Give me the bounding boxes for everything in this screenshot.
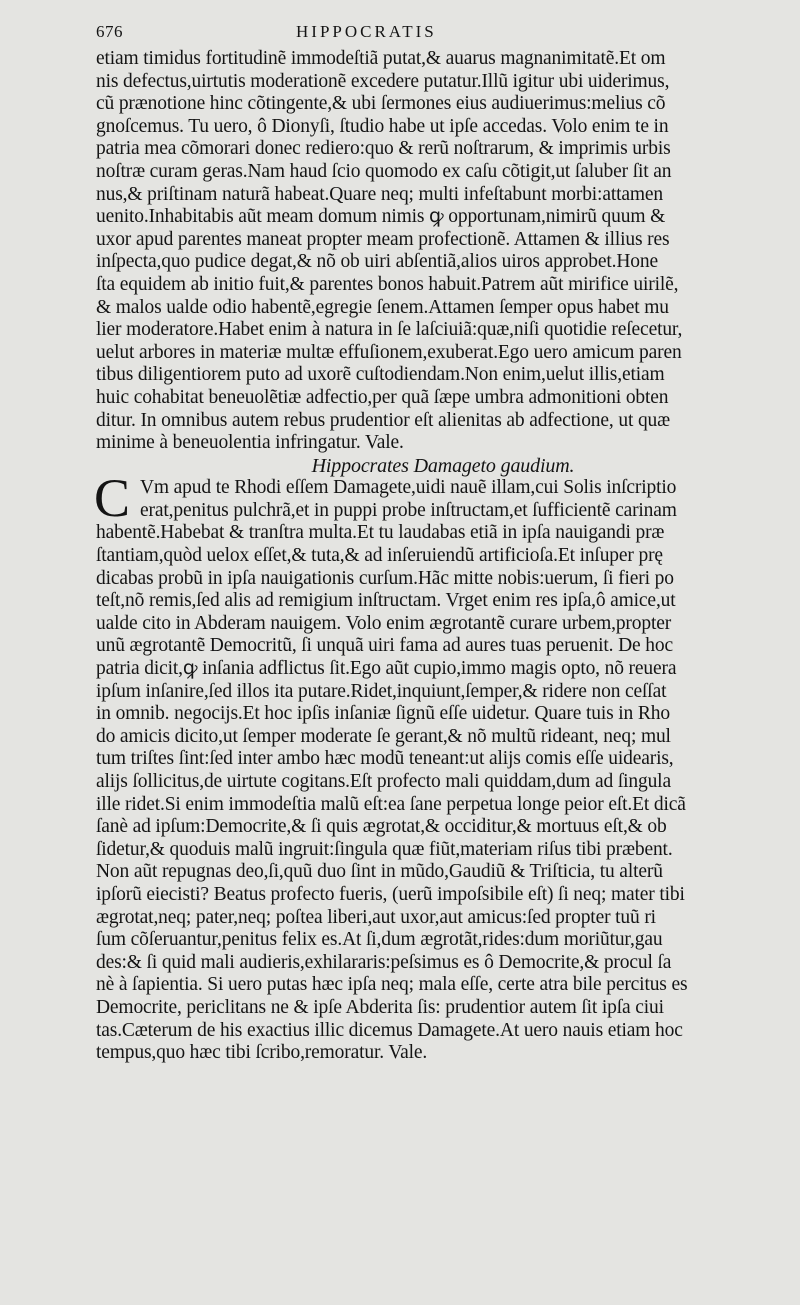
letter-damagetus [96,522,760,1064]
text-line: lier moderatore.Habet enim à natura in ſe laſciuiã:quæ,niſi quotidie reſecetur, [96,319,683,341]
text-line: ille ridet.Si enim immodeſtia malũ eſt:ea ſane perpetua longe peior eſt.Et dicã [96,793,686,815]
text-line: Non aũt repugnas deo,ſi,quũ duo ſint in mũdo,Gaudiũ & Triſticia, tu alterũ [96,861,663,883]
text-line: Vm apud te Rhodi eſſem Damagete,uidi nauẽ illam,cui Solis inſcriptio [140,477,677,499]
text-line: teſt,nõ remis,ſed alis ad remigium inſtructam. Vrget enim res ipſa,ô amice,ut [96,590,676,612]
text-line: ipſorũ eiecisti? Beatus profecto fueris, (uerũ impoſsibile eſt) ſi neq; mater tibi [96,883,685,905]
text-line: in omnib. negocijs.Et hoc ipſis inſaniæ ſignũ eſſe uidetur. Quare tuis in Rho [96,703,670,725]
text-line: etiam timidus fortitudinẽ immodeſtiã putat,& auarus magnanimitatẽ.Et om [96,48,666,69]
text-line: ipſum inſanire,ſed illos ita putare.Ridet,inquiunt,ſemper,& ridere non ceſſat [96,680,667,702]
text-line: patria dicit,ꝙ inſania adflictus ſit.Ego aũt cupio,immo magis opto, nõ reuera [96,658,677,680]
text-line: habentẽ.Habebat & tranſtra multa.Et tu laudabas etiã in ipſa nauigandi præ [96,522,665,544]
drop-cap-initial: C [94,468,131,529]
text-line: ſum cõſeruantur,penitus felix es.At ſi,dum ægrotãt,rides:dum moriũtur,gau [96,929,663,951]
text-line: ualde cito in Abderam nauigem. Volo enim ægrotantẽ curare urbem,propter [96,612,672,634]
text-line: ſta equidem ab initio fuit,& parentes bonos habuit.Patrem aũt mirifice uirilẽ, [96,273,679,295]
page-number: 676 [96,22,123,41]
text-line: erat,penitus pulchrã,et in puppi probe inſtructam,et ſufficientẽ carinam [140,499,677,521]
text-line: tum triſtes ſint:ſed inter ambo hæc modũ teneant:ut alijs comis eſſe uidearis, [96,748,674,770]
text-line: nus,& priſtinam naturã habeat.Quare neq; multi infeſtabunt morbi:attamen [96,183,663,205]
text-line: cũ prænotione hinc cõtingente,& ubi ſermones eius audiuerimus:melius cõ [96,93,666,115]
text-line: ſanè ad ipſum:Democrite,& ſi quis ægrotat,& occiditur,& mortuus eſt,& ob [96,816,667,838]
running-head: HIPPOCRATIS [296,22,437,41]
letter-opening-lines [94,468,760,529]
text-line: nis defectus,uirtutis moderationẽ excedere putatur.Illũ igitur ubi uiderimus, [96,70,670,92]
text-line: tibus diligentiorem puto ad uxorẽ cuſtodiendam.Non enim,uelut illis,etiam [96,364,665,386]
text-line: do amicis dicito,ut ſemper moderate ſe gerant,& nõ multũ rideant, neq; mul [96,725,671,747]
text-line: uelut arbores in materiæ multæ effuſionem,exuberat.Ego uero amicum paren [96,341,682,363]
letter-dionysius [96,48,760,455]
text-line: minime à beneuolentia infringatur. Vale. [96,432,404,454]
text-line: nè à ſapientia. Si uero putas hæc ipſa neq; mala eſſe, certe atra bile percitus es [96,974,688,996]
text-line: uenito.Inhabitabis aũt meam domum nimis ꝙ opportunam,nimirũ quum & [96,206,666,228]
page-header [96,22,760,50]
text-line: des:& ſi quid mali audieris,exhilararis:peſsimus es ô Democrite,& procul ſa [96,951,672,973]
letter-opening [94,468,760,529]
text-line: gnoſcemus. Tu uero, ô Dionyſi, ſtudio habe ut ipſe accedas. Volo enim te in [96,115,669,137]
text-line: ſidetur,& quoduis malũ ingruit:ſingula quæ fiũt,materiam riſus tibi præbent. [96,838,673,860]
text-line: noſtræ curam geras.Nam haud ſcio quomodo ex caſu cõtigit,ut ſaluber ſit an [96,160,672,182]
text-line: inſpecta,quo pudice degat,& nõ ob uiri abſentiã,alios uiros approbet.Hone [96,251,658,273]
text-line: alijs ſollicitus,de uirtute cogitans.Eſt profecto mali quiddam,dum ad ſingula [96,771,671,792]
text-line: dicabas probũ in ipſa nauigationis curſum.Hãc mitte nobis:uerum, ſi fieri po [96,567,674,589]
letter-heading: Hippocrates Damageto gaudium. [311,454,575,477]
text-line: uxor apud parentes maneat propter meam profectionẽ. Attamen & illius res [96,228,670,250]
text-line: patria mea cõmorari donec rediero:quo & rerũ noſtrarum, & imprimis urbis [96,138,671,160]
text-line: huic cohabitat beneuolẽtiæ adfectio,per quã ſæpe umbra admonitioni obten [96,386,669,408]
text-line: & malos ualde odio habentẽ,egregie ſenem.Attamen ſemper opus habet mu [96,296,669,318]
text-line: tas.Cæterum de his exactius illic dicemus Damagete.At uero nauis etiam hoc [96,1019,683,1041]
text-line: ſtantiam,quòd uelox eſſet,& tuta,& ad inſeruiendũ artificioſa.Et inſuper prę [96,545,663,567]
text-line: ditur. In omnibus autem rebus prudentior eſt alienitas ab adfectione, ut quæ [96,409,671,431]
text-line: unũ ægrotantẽ Democritũ, ſi unquã uiri fama ad aures tuas peruenit. De hoc [96,635,673,657]
text-line: Democrite, periclitans ne & ipſe Abderita ſis: prudentior autem ſit ipſa ciui [96,996,664,1018]
text-line: ægrotat,neq; pater,neq; poſtea liberi,aut uxor,aut amicus:ſed propter tuũ ri [96,906,656,928]
text-line: tempus,quo hæc tibi ſcribo,remoratur. Vale. [96,1042,428,1064]
body-text [96,48,760,1065]
